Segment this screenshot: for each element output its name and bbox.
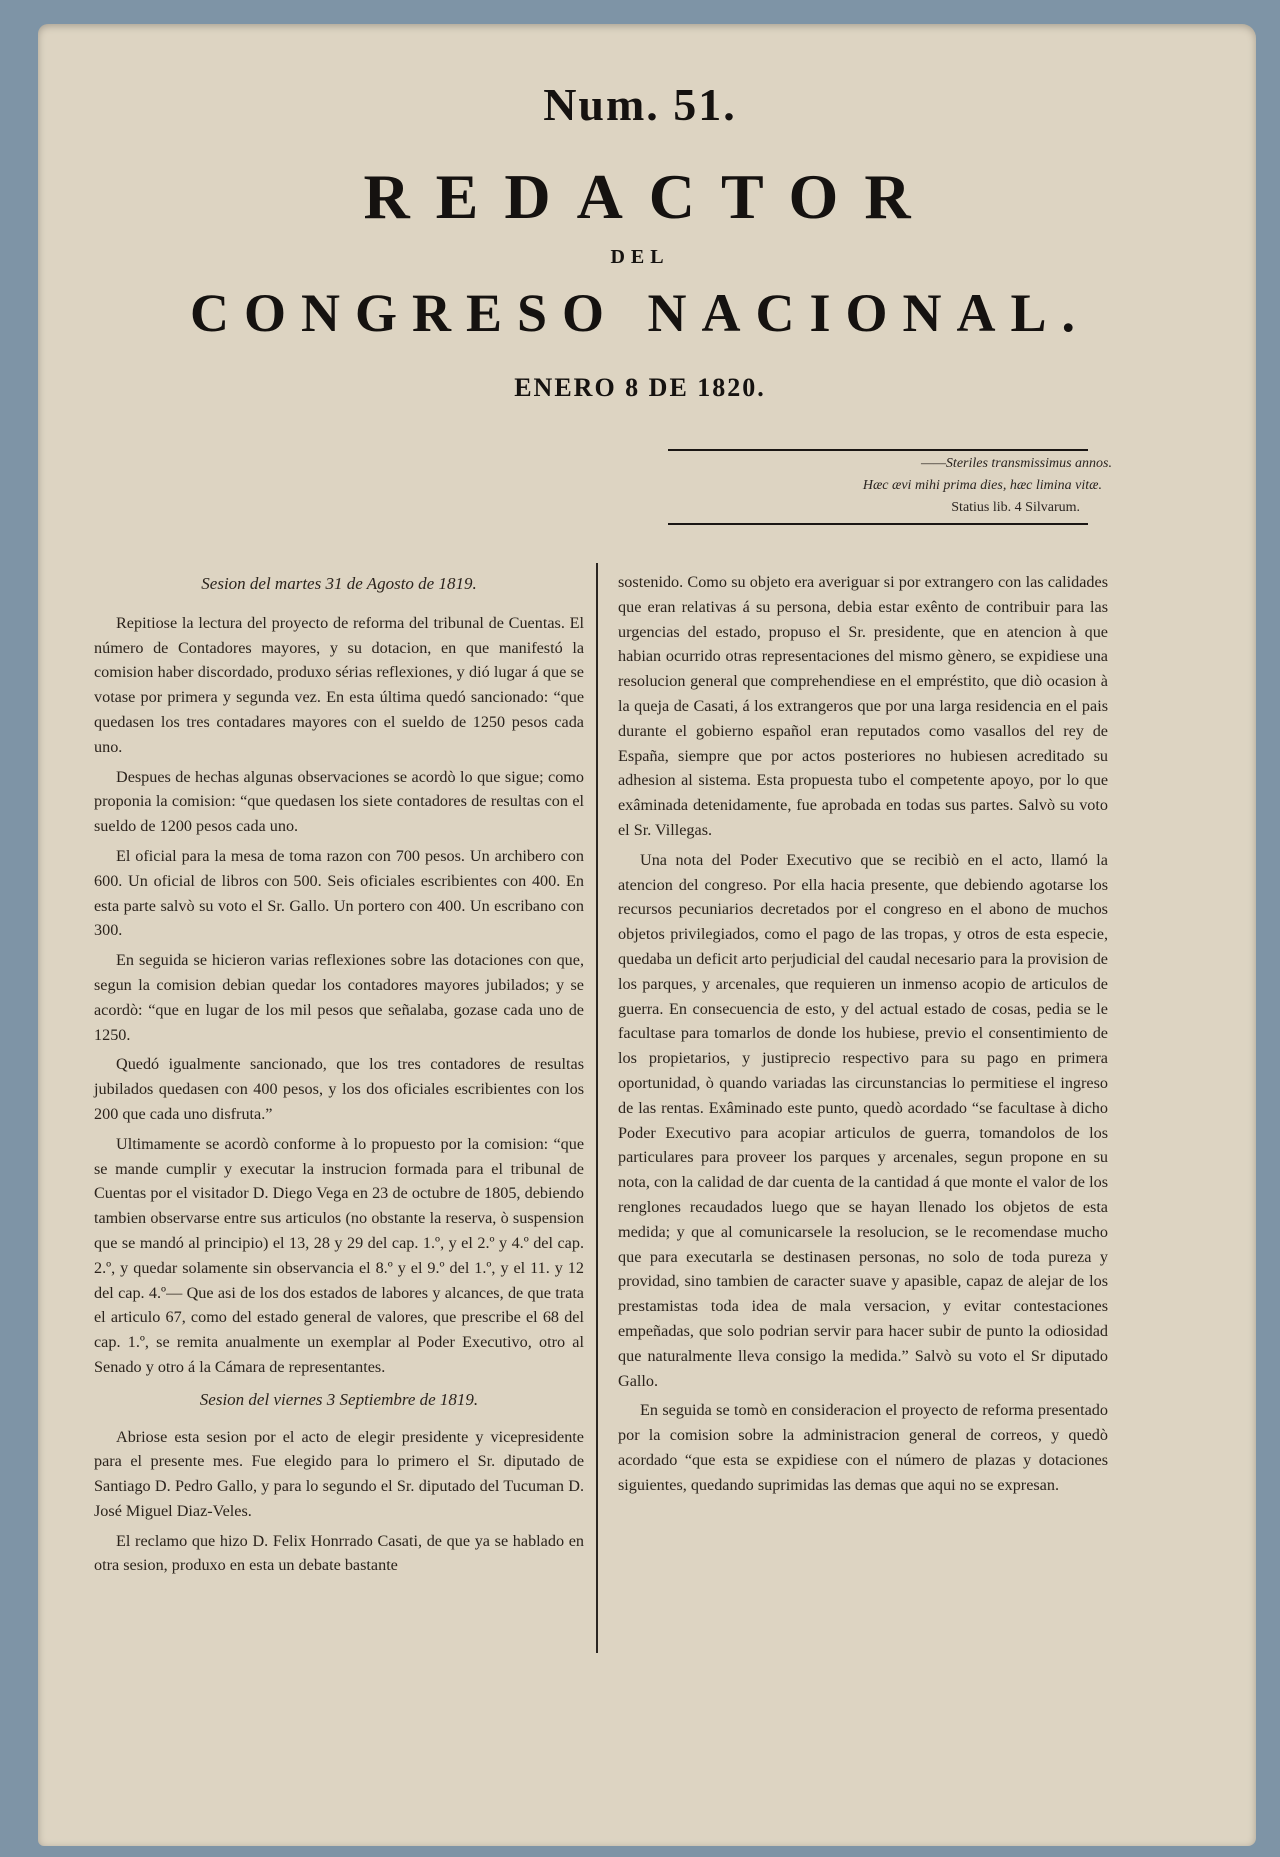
paragraph: Una nota del Poder Executivo que se recibiò en el acto, llamó la atencion del congreso. Por ella hacia presente, que debiendo agotarse los recursos pecuniarios decretados por el congreso en el abono de muchos objetos privilegiados, como el pago de las tropas, y otros de esta especie, quedaba un deficit arto perjudicial del caudal necesario para la provision de los parques, y arcenales, que requieren un inmenso acopio de articulos de guerra. En consecuencia de esto, y del actual estado de cosas, pedia se le facultase para tomarlos de donde los hubiese, previo el consentimiento de los propietarios, y justiprecio respectivo para su pago en primera oportunidad, ò quando variadas las circunstancias lo permitiese el ingreso de las rentas. Exâminado este punto, quedò acordado “se facultase à dicho Poder Executivo para acopiar articulos de guerra, tomandolos de los particulares para proveer los parques y arcenales, segun propone en su nota, con la calidad de dar cuenta de la cantidad á que monte el valor de los renglones recaudados luego que se hayan llenado los objetos de esta medida; y que al comunicarsele la resolucion, se le recomendase mucho que para executarla se destinasen personas, no solo de toda pureza y providad, sino tambien de caracter suave y apasible, capaz de alejar de los prestamistas toda idea de mala versacion, y evitar contestaciones empeñadas, que solo podrian servir para hacer subir de punto la odiosidad que naturalmente lleva consigo la medida.” Salvò su voto el Sr diputado Gallo. <box>618 850 1108 1390</box>
epigraph-source: Statius lib. 4 Silvarum. <box>951 500 1080 515</box>
paragraph: Despues de hechas algunas observaciones se acordò lo que sigue; como proponia la comision: “que quedasen los siete contadores de resultas con el sueldo de 1200 pesos cada uno. <box>94 767 584 836</box>
session-heading-1: Sesion del martes 31 de Agosto de 1819. <box>201 574 477 593</box>
title-connector: DEL <box>610 246 670 268</box>
newspaper-title: REDACTOR <box>363 161 937 232</box>
paragraph: Abriose esta sesion por el acto de elegir presidente y vicepresidente para el presente mes. Fue elegido para lo primero el Sr. diputado de Santiago D. Pedro Gallo, y para lo segundo el Sr. diputado del Tucuman D. José Miguel Diaz-Veles. <box>94 1427 584 1520</box>
paragraph: Quedó igualmente sancionado, que los tres contadores de resultas jubilados quedasen con 400 pesos, y los dos oficiales escribientes con los 200 que cada uno disfruta.” <box>94 1055 584 1123</box>
left-column <box>94 570 584 1583</box>
newspaper-subtitle: CONGRESO NACIONAL. <box>189 283 1091 343</box>
column-divider <box>596 563 598 1653</box>
epigraph-bottom-rule <box>668 523 1088 525</box>
issue-date: ENERO 8 DE 1820. <box>514 373 766 402</box>
issue-number: Num. 51. <box>543 79 737 130</box>
paragraph: El reclamo que hizo D. Felix Honrrado Casati, de que ya se hablado en otra sesion, produxo en esta un debate bastante <box>94 1531 584 1575</box>
epigraph-line-1: ——Steriles transmissimus annos. <box>921 456 1112 471</box>
paragraph: El oficial para la mesa de toma razon con 700 pesos. Un archibero con 600. Un oficial de libros con 500. Seis oficiales escribientes con 400. En esta parte salvò su voto el Sr. Gallo. Un portero con 400. Un escribano con 300. <box>94 846 584 940</box>
epigraph-line-2: Hæc ævi mihi prima dies, hæc limina vitæ. <box>862 478 1102 493</box>
paragraph: En seguida se hicieron varias reflexiones sobre las dotaciones con que, segun la comision debian quedar los contadores mayores jubilados; y se acordò: “que en lugar de los mil pesos que señalaba, gozase cada uno de 1250. <box>94 951 584 1044</box>
paragraph: Repitiose la lectura del proyecto de reforma del tribunal de Cuentas. El número de Contadores mayores, y su dotacion, en que manifestó la comision haber discordado, produxo sérias reflexiones, y dió lugar á que se votase por primera y segunda vez. En esta última quedó sancionado: “que quedasen los tres contadares mayores con el sueldo de 1250 pesos cada uno. <box>94 613 584 756</box>
right-column <box>618 570 1108 1502</box>
paragraph: En seguida se tomò en consideracion el proyecto de reforma presentado por la comision sobre la administracion general de correos, y quedò acordado “que esta se expidiese con el número de plazas y dotaciones siguientes, quedando suprimidas las demas que aqui no se expresan. <box>618 1401 1108 1494</box>
paragraph: sostenido. Como su objeto era averiguar si por extrangero con las calidades que eran relativas á su persona, debia estar exênto de contribuir para las urgencias del estado, propuso el Sr. presidente, que en atencion à que habian ocurrido otras representaciones del mismo gènero, se expidiese una resolucion general que comprehendiese en el empréstito, que diò ocasion à la queja de Casati, á los extrangeros que por una larga residencia en el pais durante el gobierno español eran reputados como vasallos del rey de España, siempre que por actos posteriores no hubiesen acreditado su adhesion al sistema. Esta propuesta tubo el competente apoyo, por lo que exâminada detenidamente, fue aprobada en todas sus partes. Salvò su voto el Sr. Villegas. <box>618 573 1108 839</box>
session-heading-2: Sesion del viernes 3 Septiembre de 1819. <box>199 1389 479 1409</box>
epigraph-top-rule <box>668 449 1088 451</box>
paragraph: Ultimamente se acordò conforme à lo propuesto por la comision: “que se mande cumplir y executar la instrucion formada para el tribunal de Cuentas por el visitador D. Diego Vega en 23 de octubre de 1805, debiendo tambien observarse entre sus articulos (no obstante la reserva, ò suspension que se mandó al principio) el 13, 28 y 29 del cap. 1.º, y el 2.º y 4.º del cap. 2.º, y quedar solamente sin observancia el 8.º y el 9.º del 1.º, y el 11. y 12 del cap. 4.º— Que asi de los dos estados de labores y alcances, de que trata el articulo 67, como del estado general de valores, que prescribe el 68 del cap. 1.º, se remita anualmente un exemplar al Poder Executivo, otro al Senado y otro á la Cámara de representantes. <box>94 1134 584 1376</box>
